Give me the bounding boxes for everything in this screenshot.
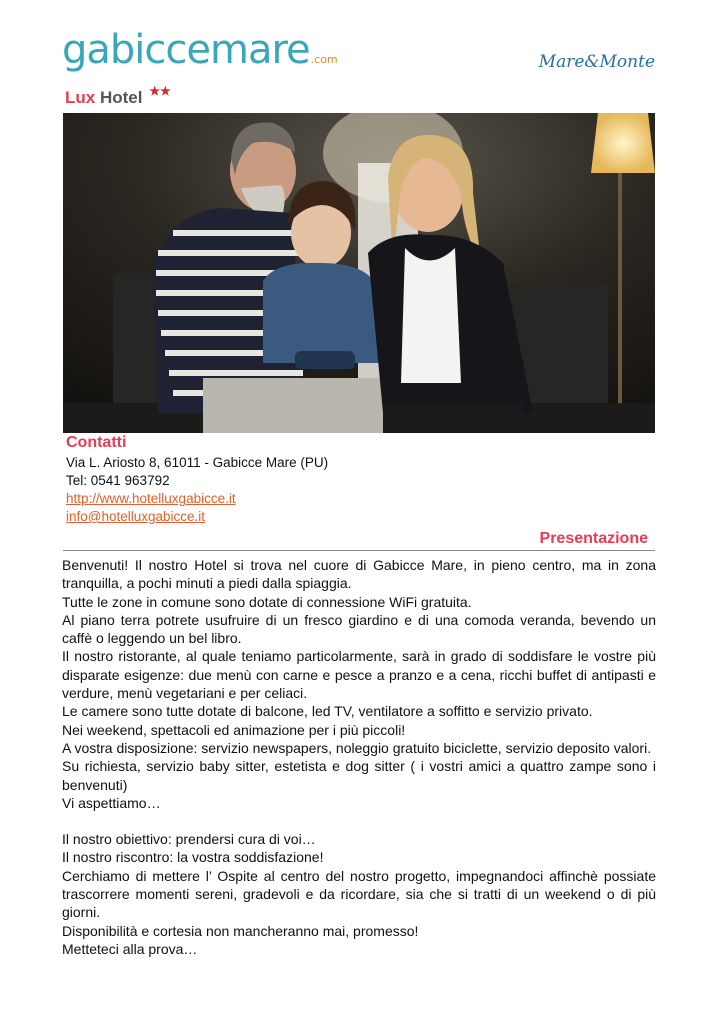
logo-suffix-text: .com — [310, 53, 338, 66]
presentation-paragraph: Il nostro riscontro: la vostra soddisfazione! — [62, 849, 324, 866]
presentation-paragraph: Le camere sono tutte dotate di balcone, led TV, ventilatore a soffitto e servizio privato. — [62, 703, 593, 720]
presentation-paragraph: Il nostro obiettivo: prendersi cura di voi… — [62, 831, 316, 848]
presentation-paragraph: Nei weekend, spettacoli ed animazione per i più piccoli! — [62, 721, 406, 738]
logo-main-text: gabiccemare — [62, 27, 310, 73]
hotel-name — [65, 84, 171, 108]
contacts-phone: Tel: 0541 963792 — [66, 473, 170, 488]
presentation-paragraph: Tutte le zone in comune sono dotate di connessione WiFi gratuita. — [62, 593, 472, 610]
presentation-paragraph: Cerchiamo di mettere l’ Ospite al centro del nostro progetto, impegnandoci affinchè possiate trascorrere momenti sereni, gradevoli e da ricordare, sia che si tratti di un weekend o di più giorni. — [62, 867, 656, 921]
presentation-paragraph: Metteteci alla prova… — [62, 940, 198, 957]
email-link[interactable]: info@hotelluxgabicce.it — [66, 509, 206, 524]
presentation-paragraph: Su richiesta, servizio baby sitter, estetista e dog sitter ( i vostri amici a quattro zampe sono i benvenuti) — [62, 758, 656, 793]
mare-monte-logo: Mare&Monte — [538, 52, 655, 72]
presentation-paragraph: Il nostro ristorante, al quale teniamo particolarmente, sarà in grado di soddisfare le vostre più disparate esigenze: due menù con carne e pesce a pranzo e a cena, ricchi buffet di antipasti e verdure, menù vegetariani e per celiaci. — [62, 648, 656, 702]
presentation-paragraph: A vostra disposizione: servizio newspapers, noleggio gratuito biciclette, servizio deposito valori. — [62, 739, 652, 756]
hotel-name-lux: Lux — [65, 88, 96, 107]
presentation-paragraph: Al piano terra potrete usufruire di un fresco giardino e di una comoda veranda, bevendo un caffè o leggendo un bel libro. — [62, 611, 656, 647]
presentation-paragraph: Benvenuti! Il nostro Hotel si trova nel cuore di Gabicce Mare, in pieno centro, ma in zona tranquilla, a pochi minuti a piedi dalla spiaggia. — [62, 557, 656, 592]
website-link[interactable]: http://www.hotelluxgabicce.it — [66, 491, 236, 506]
family-photo — [63, 113, 655, 433]
contacts-address: Via L. Ariosto 8, 61011 - Gabicce Mare (PU) — [66, 455, 329, 470]
hotel-name-hotel: Hotel — [99, 88, 143, 107]
presentation-body — [62, 556, 656, 958]
presentation-paragraph: Vi aspettiamo… — [62, 794, 161, 811]
contacts-title: Contatti — [66, 434, 127, 451]
section-divider — [63, 550, 655, 551]
presentation-paragraph: Disponibilità e cortesia non mancheranno mai, promesso! — [62, 922, 419, 939]
contacts-section — [66, 434, 328, 526]
gabiccemare-logo — [62, 27, 338, 73]
paragraph-gap — [62, 812, 656, 830]
stars-icon: ★★ — [149, 84, 171, 98]
presentation-title: Presentazione — [539, 530, 648, 547]
